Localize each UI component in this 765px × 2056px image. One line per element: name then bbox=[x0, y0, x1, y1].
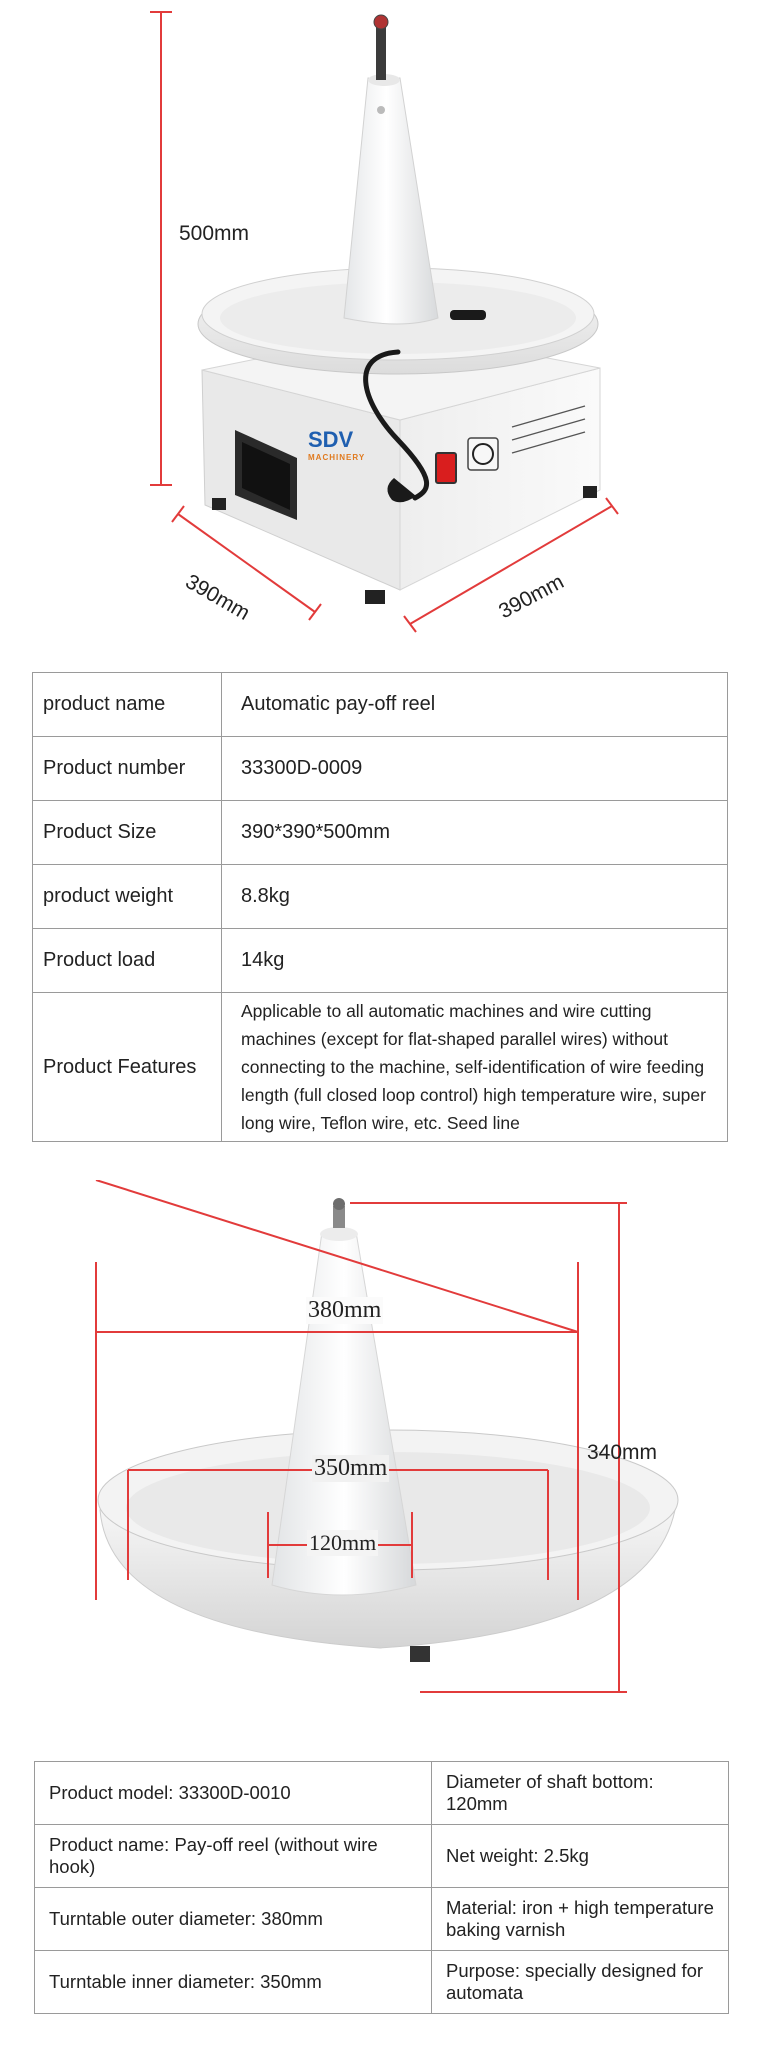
spec-cell: Purpose: specially designed for automata bbox=[432, 1951, 729, 2014]
outer-diameter-label: 380mm bbox=[308, 1297, 382, 1323]
table-row bbox=[35, 1762, 729, 1825]
table-row bbox=[35, 1888, 729, 1951]
inner-diameter-label: 350mm bbox=[314, 1455, 388, 1481]
wire-cone bbox=[344, 15, 438, 324]
power-switch bbox=[436, 453, 456, 483]
product1-spec-table bbox=[32, 672, 728, 1142]
depth-dimension-label: 390mm bbox=[181, 570, 254, 625]
svg-text:MACHINERY: MACHINERY bbox=[308, 453, 366, 462]
spec-cell: Diameter of shaft bottom: 120mm bbox=[432, 1762, 729, 1825]
spec-cell: Turntable inner diameter: 350mm bbox=[35, 1951, 432, 2014]
cable-socket bbox=[468, 438, 498, 470]
table-row bbox=[33, 801, 728, 865]
product2-spec-table bbox=[34, 1761, 729, 2014]
spec-value: 390*390*500mm bbox=[222, 801, 728, 865]
spec-label: product name bbox=[33, 673, 222, 737]
height-dimension-label: 500mm bbox=[179, 222, 250, 245]
spec-label: Product Features bbox=[33, 993, 222, 1142]
spec-value: Applicable to all automatic machines and wire cutting machines (except for flat-shaped parallel wires) without connecting to the machine, self-identification of wire feeding length (full closed loop control) high temperature wire, super long wire, Teflon wire, etc. Seed line bbox=[222, 993, 728, 1142]
table-row bbox=[33, 865, 728, 929]
table-row bbox=[33, 993, 728, 1142]
shaft-bottom-label: 120mm bbox=[309, 1530, 377, 1555]
spec-label: Product number bbox=[33, 737, 222, 801]
height-dimension-label: 340mm bbox=[587, 1441, 658, 1464]
table-row bbox=[35, 1825, 729, 1888]
spec-cell: Product name: Pay-off reel (without wire hook) bbox=[35, 1825, 432, 1888]
spec-value: 33300D-0009 bbox=[222, 737, 728, 801]
spec-cell: Material: iron + high temperature baking varnish bbox=[432, 1888, 729, 1951]
spec-value: 8.8kg bbox=[222, 865, 728, 929]
table-row bbox=[33, 929, 728, 993]
spec-cell: Turntable outer diameter: 380mm bbox=[35, 1888, 432, 1951]
svg-text:SDV: SDV bbox=[308, 427, 354, 452]
table-row bbox=[35, 1951, 729, 2014]
product1-photo bbox=[0, 0, 765, 640]
height-dimension-line bbox=[150, 12, 172, 485]
table-row bbox=[33, 737, 728, 801]
spec-label: Product Size bbox=[33, 801, 222, 865]
width-dimension-label: 390mm bbox=[495, 570, 568, 624]
spec-value: 14kg bbox=[222, 929, 728, 993]
table-row bbox=[33, 673, 728, 737]
spec-cell: Net weight: 2.5kg bbox=[432, 1825, 729, 1888]
spec-value: Automatic pay-off reel bbox=[222, 673, 728, 737]
spec-label: product weight bbox=[33, 865, 222, 929]
spec-cell: Product model: 33300D-0010 bbox=[35, 1762, 432, 1825]
spec-label: Product load bbox=[33, 929, 222, 993]
